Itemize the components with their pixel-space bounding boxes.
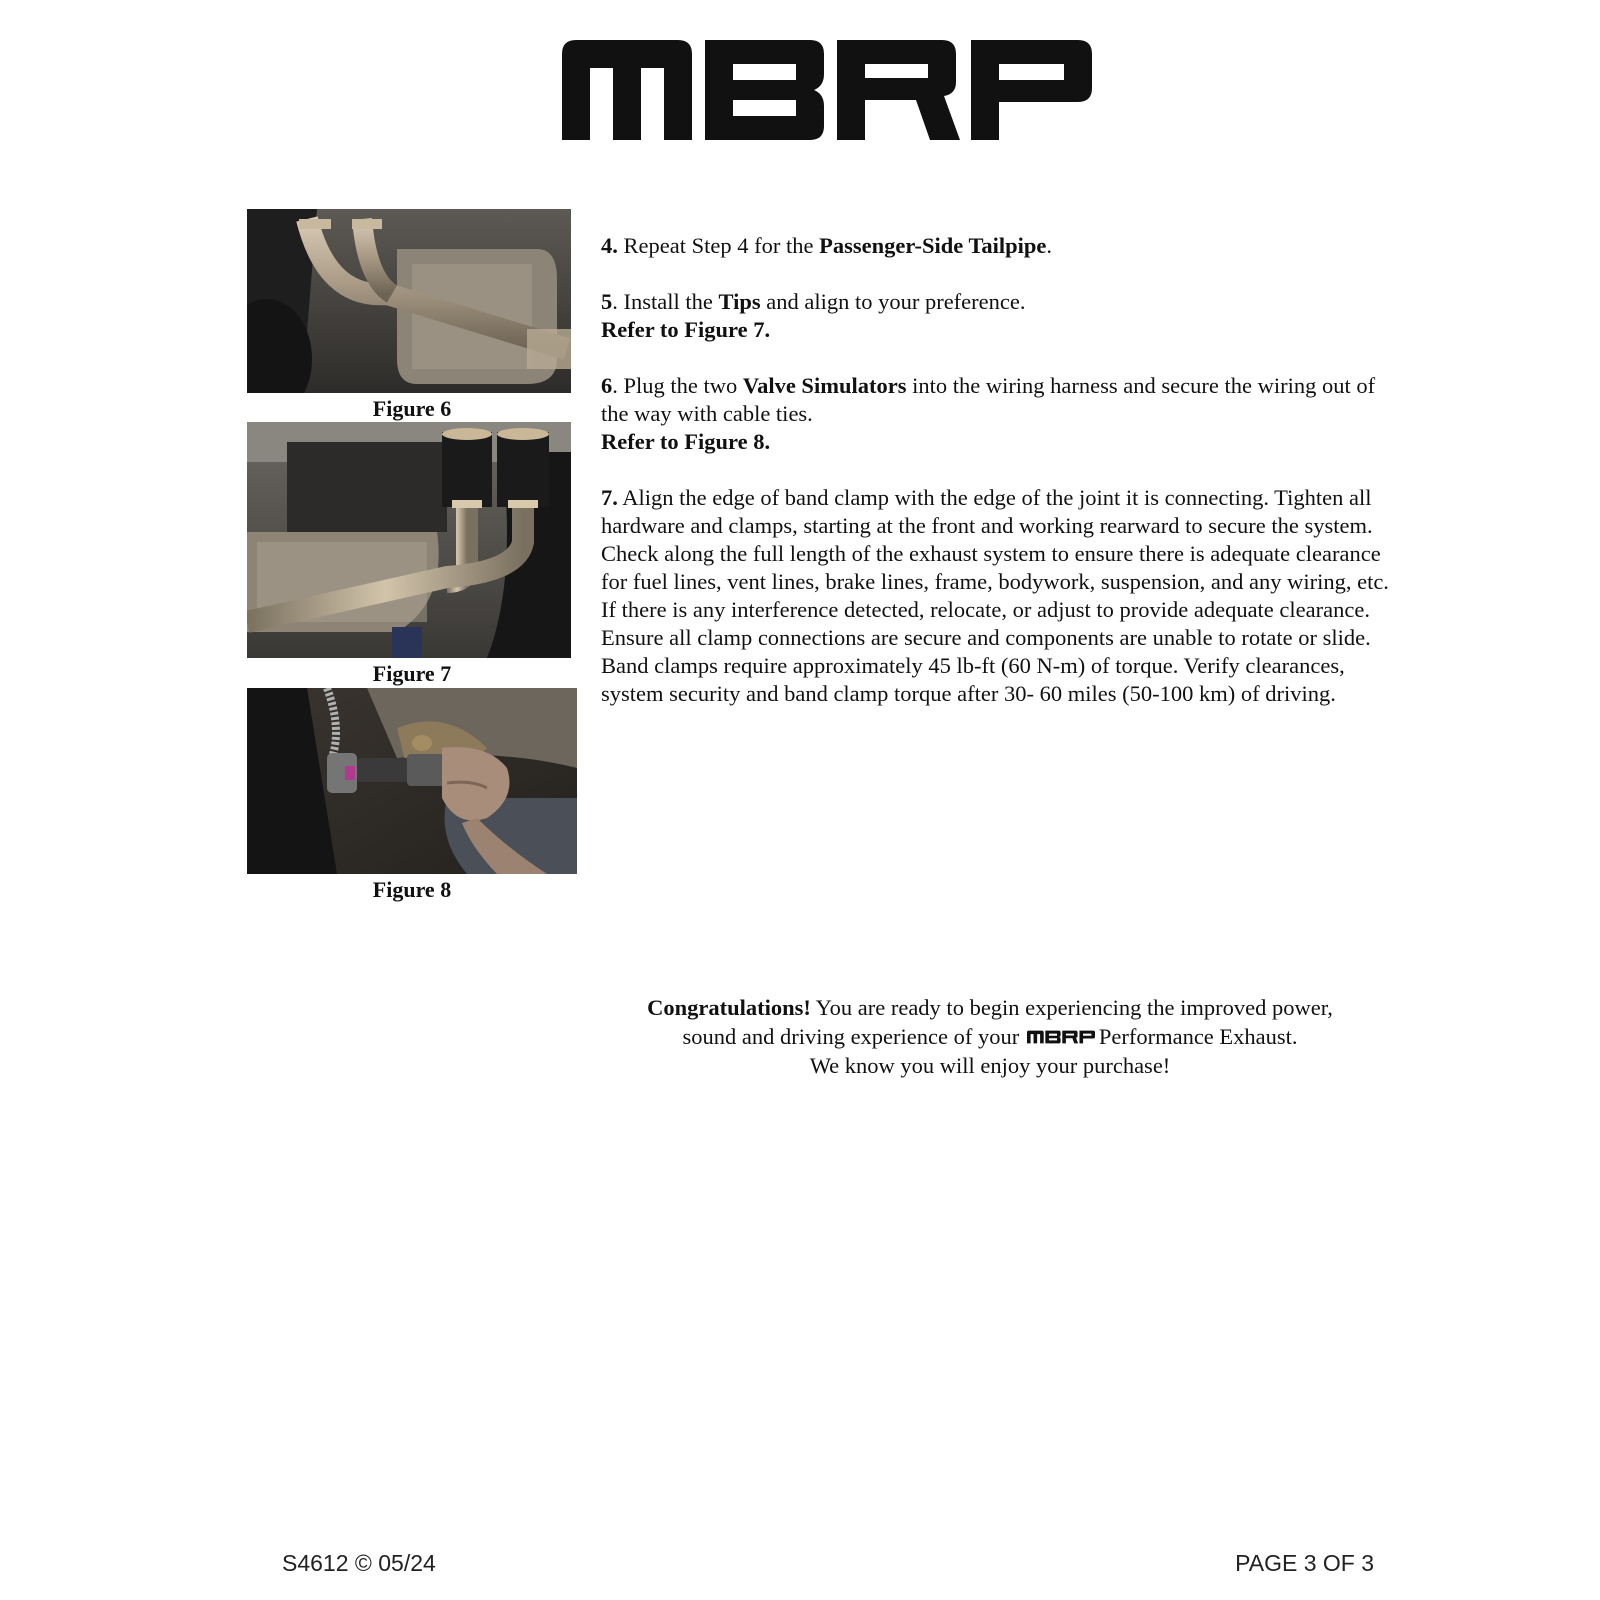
mbrp-logo [562,40,1092,140]
step-4 [601,232,1391,260]
figure-6-photo [247,209,571,393]
page-number: PAGE 3 OF 3 [1235,1550,1374,1576]
step-7-text: Align the edge of band clamp with the edge of the joint it is connecting. Tighten all hardware and clamps, starting at the front and working rearward to secure the system. Check along the full length of the exhaust system to ensure there is adequate clearance for fuel lines, vent lines, brake lines, frame, bodywork, suspension, and any wiring, etc. If there is any interference detected, relocate, or adjust to provide adequate clearance. Ensure all clamp connections are secure and components are unable to rotate or slide. Band clamps require approximately 45 lb-ft (60 N-m) of torque. Verify clearances, system security and band clamp torque after 30- 60 miles (50-100 km) of driving. [601,485,1389,706]
step-5-bold: Tips [718,289,761,314]
step-5-figure-reference: Refer to Figure 7. [601,317,771,342]
step-6-bold: Valve Simulators [742,373,907,398]
closing-line-1 [600,993,1380,1022]
congratulations-bold: Congratulations! [647,995,811,1020]
figure-8-photo [247,688,577,874]
closing-line-1-text: You are ready to begin experiencing the improved power, [810,995,1333,1020]
step-6-text: . Plug the two [612,373,743,398]
mbrp-inline-logo [1027,1029,1095,1045]
congratulations-message [600,993,1380,1080]
step-4-number: 4. [601,233,618,258]
step-5 [601,288,1391,344]
closing-line-2-text: sound and driving experience of your [682,1024,1025,1049]
figure-7-caption: Figure 7 [372,661,452,686]
step-6 [601,372,1391,456]
mbrp-logo-graphic [562,40,1092,140]
step-4-end: . [1046,233,1053,258]
step-4-text: Repeat Step 4 for the [617,233,820,258]
closing-line-2 [600,1022,1380,1051]
step-5-text: . Install the [612,289,719,314]
installation-steps [601,232,1391,736]
closing-line-3: We know you will enjoy your purchase! [809,1053,1171,1078]
step-5-number: 5 [601,289,613,314]
figure-6-caption: Figure 6 [372,396,452,421]
step-7 [601,484,1391,708]
step-6-number: 6 [601,373,613,398]
figure-8-caption: Figure 8 [372,877,452,902]
document-code: S4612 © 05/24 [282,1550,436,1576]
closing-line-2-end: Performance Exhaust. [1098,1024,1298,1049]
step-6-end: into the wiring harness and secure the wiring out of the way with cable ties. [601,373,1376,426]
step-5-end: and align to your preference. [760,289,1026,314]
step-7-number: 7. [601,485,618,510]
step-6-figure-reference: Refer to Figure 8. [601,429,771,454]
figure-7-photo [247,422,571,658]
step-4-bold: Passenger-Side Tailpipe [819,233,1047,258]
